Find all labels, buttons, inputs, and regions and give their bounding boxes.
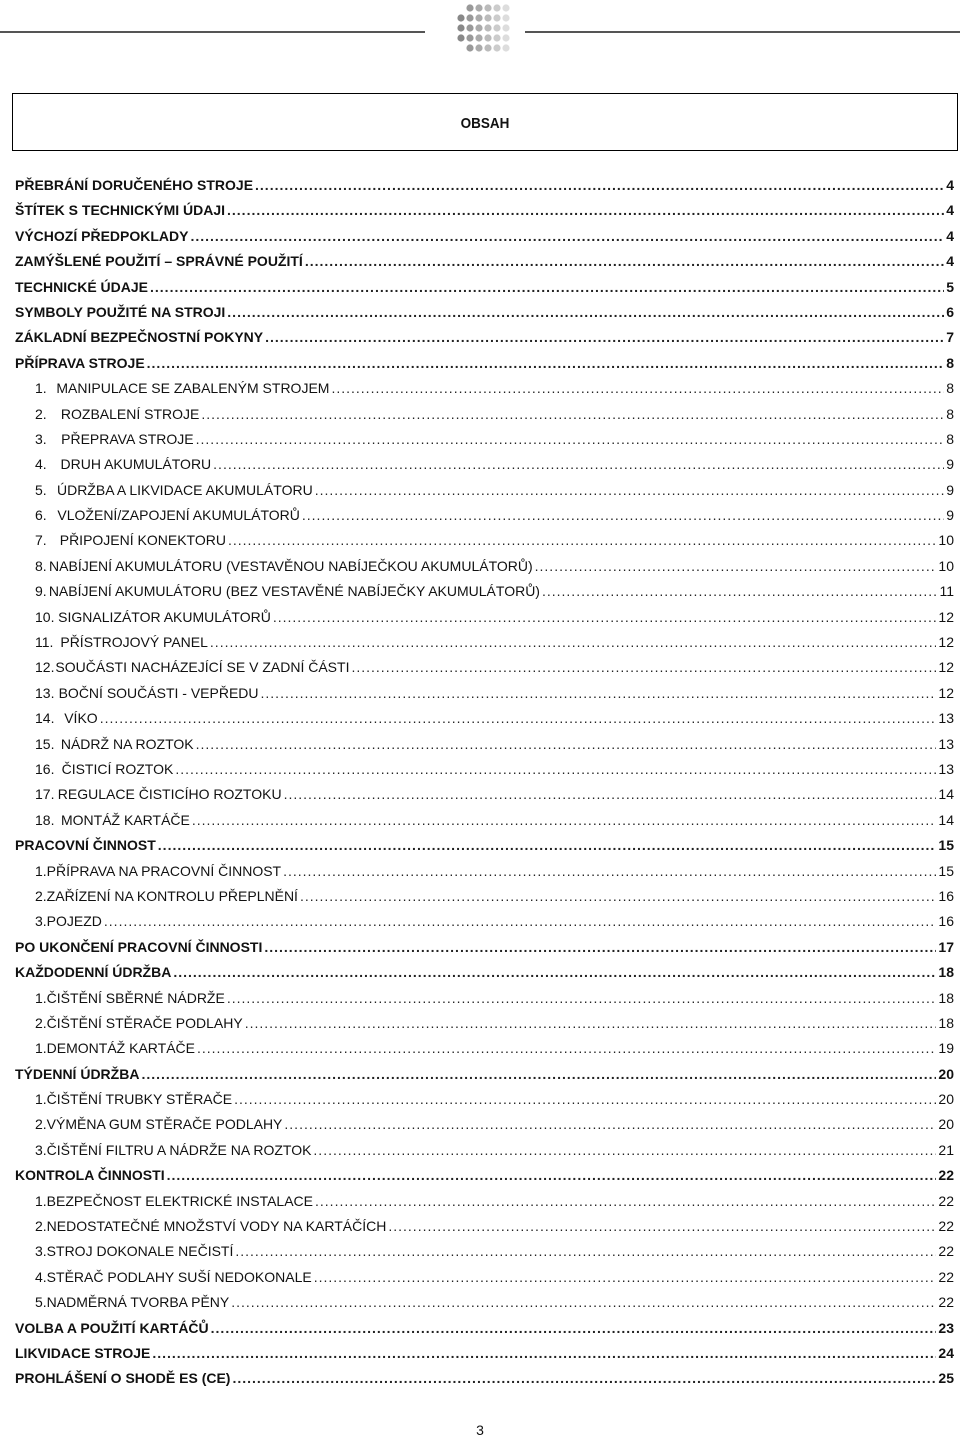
dot-leader [227,986,937,1011]
toc-entry[interactable] [15,681,954,706]
toc-entry-number: 15. [35,735,55,752]
dot-leader [227,198,944,223]
table-of-contents [15,173,954,1392]
toc-entry[interactable] [15,833,954,858]
dot-leader [213,452,944,477]
toc-entry-page: 22 [938,1167,954,1184]
toc-entry-label: KONTROLA ČINNOSTI [15,1167,165,1184]
toc-entry-page: 14 [938,811,954,828]
toc-entry-page: 22 [938,1218,954,1235]
dot-leader [535,554,937,579]
toc-entry[interactable] [15,427,954,452]
toc-entry-page: 12 [938,634,954,651]
toc-entry[interactable] [15,859,954,884]
toc-entry-label: ZAMÝŠLENÉ POUŽITÍ – SPRÁVNÉ POUŽITÍ [15,253,303,270]
toc-entry-label: SYMBOLY POUŽITÉ NA STROJI [15,303,226,320]
toc-entry[interactable] [15,782,954,807]
toc-entry-label: TÝDENNÍ ÚDRŽBA [15,1065,140,1082]
toc-entry-number: 8. [35,557,47,574]
toc-entry[interactable] [15,402,954,427]
toc-entry-page: 22 [938,1243,954,1260]
toc-entry[interactable] [15,808,954,833]
toc-entry-page: 22 [938,1268,954,1285]
page-title: OBSAH [460,115,510,132]
toc-entry-label: LIKVIDACE STROJE [15,1344,151,1361]
dot-leader [315,478,944,503]
toc-entry-label: 2.ČIŠTĚNÍ STĚRAČE PODLAHY [35,1014,243,1031]
toc-entry-page: 6 [946,303,954,320]
toc-entry[interactable] [15,630,954,655]
toc-entry-number: 16. [35,760,55,777]
toc-entry-label: MANIPULACE SE ZABALENÝM STROJEM [56,380,330,397]
toc-entry[interactable] [15,1062,954,1087]
toc-entry-number: 6. [35,507,47,524]
toc-entry[interactable] [15,1112,954,1137]
toc-entry[interactable] [15,579,954,604]
toc-entry-page: 4 [946,202,954,219]
toc-entry-number: 17. [35,786,55,803]
dot-leader [388,1214,936,1239]
dot-leader [302,503,944,528]
page-number: 3 [476,1422,484,1438]
toc-entry[interactable] [15,935,954,960]
toc-entry[interactable] [15,300,954,325]
toc-entry-label: TECHNICKÉ ÚDAJE [15,278,149,295]
toc-entry[interactable] [15,655,954,680]
toc-entry-page: 8 [946,380,954,397]
dot-leader [196,732,937,757]
toc-entry-label: 5.NADMĚRNÁ TVORBA PĚNY [35,1294,230,1311]
toc-entry-label: PŘÍSTROJOVÝ PANEL [60,634,208,651]
toc-entry-number: 2. [35,405,47,422]
dot-leader [197,1036,936,1061]
toc-entry-page: 10 [938,557,954,574]
dot-leader [190,224,944,249]
toc-entry-label: VLOŽENÍ/ZAPOJENÍ AKUMULÁTORŮ [57,507,300,524]
toc-entry-label: VOLBA A POUŽITÍ KARTÁČŮ [15,1319,209,1336]
toc-entry-page: 22 [938,1294,954,1311]
toc-entry-page: 23 [938,1319,954,1336]
toc-entry-page: 12 [938,608,954,625]
toc-entry-label: PŘÍPRAVA STROJE [15,354,145,371]
toc-entry-label: 1.ČIŠTĚNÍ SBĚRNÉ NÁDRŽE [35,989,225,1006]
toc-entry-number: 5. [35,481,47,498]
toc-entry[interactable] [15,605,954,630]
toc-entry-label: 1.DEMONTÁŽ KARTÁČE [35,1040,195,1057]
toc-entry-page: 22 [938,1192,954,1209]
toc-entry[interactable] [15,173,954,198]
toc-entry-number: 9. [35,583,47,600]
toc-entry-label: ZÁKLADNÍ BEZPEČNOSTNÍ POKYNY [15,329,264,346]
toc-entry[interactable] [15,757,954,782]
toc-entry[interactable] [15,376,954,401]
toc-entry-page: 4 [946,253,954,270]
toc-entry-page: 8 [946,430,954,447]
toc-entry[interactable] [15,1011,954,1036]
toc-entry-number: 13. [35,684,55,701]
dot-leader [100,706,937,731]
dot-leader [261,681,937,706]
toc-entry-number: 4. [35,456,47,473]
dot-leader [235,1239,936,1264]
toc-entry-label: 2.ZAŘÍZENÍ NA KONTROLU PŘEPLNĚNÍ [35,887,298,904]
toc-entry[interactable] [15,198,954,223]
dot-leader [192,808,937,833]
toc-entry-page: 11 [939,583,954,600]
dot-leader [284,1112,936,1137]
toc-entry-label: ÚDRŽBA A LIKVIDACE AKUMULÁTORU [56,481,313,498]
toc-entry[interactable] [15,325,954,350]
toc-entry-page: 18 [938,1014,954,1031]
header-rule-left [0,31,425,33]
toc-entry-label: NABÍJENÍ AKUMULÁTORU (BEZ VESTAVĚNÉ NABÍJEČKY AKUMULÁTORŮ) [48,583,540,600]
dot-leader [314,1265,937,1290]
toc-entry-number: 12. [35,659,55,676]
toc-entry-label: PO UKONČENÍ PRACOVNÍ ČINNOSTI [15,938,263,955]
toc-entry[interactable] [15,909,954,934]
dot-leader [305,249,944,274]
dot-leader [234,1087,936,1112]
toc-entry[interactable] [15,249,954,274]
toc-entry-page: 4 [946,227,954,244]
dot-leader [175,757,936,782]
toc-entry-page: 18 [938,964,954,981]
toc-entry-label: DRUH AKUMULÁTORU [60,456,212,473]
toc-entry-number: 3. [35,430,47,447]
toc-entry-page: 8 [946,405,954,422]
dot-leader [265,325,944,350]
toc-entry-page: 24 [938,1344,954,1361]
toc-entry-page: 18 [938,989,954,1006]
title-box [12,93,958,151]
dot-leader [255,173,944,198]
dot-leader [201,402,944,427]
toc-entry[interactable] [15,503,954,528]
dot-leader [173,960,936,985]
toc-entry-label: 1.ČIŠTĚNÍ TRUBKY STĚRAČE [35,1091,233,1108]
dot-leader [273,605,937,630]
toc-entry-page: 14 [938,786,954,803]
toc-entry-page: 15 [938,837,954,854]
toc-entry[interactable] [15,986,954,1011]
toc-entry[interactable] [15,1163,954,1188]
toc-entry-page: 9 [946,456,954,473]
dot-leader [284,782,937,807]
toc-entry-label: PŘIPOJENÍ KONEKTORU [59,532,226,549]
toc-entry-label: 3.ČIŠTĚNÍ FILTRU A NÁDRŽE NA ROZTOK [35,1141,312,1158]
toc-entry[interactable] [15,706,954,731]
dot-leader [196,427,944,452]
dot-leader [232,1366,936,1391]
toc-entry-label: 3.POJEZD [35,913,102,930]
toc-entry-label: PŘEPRAVA STROJE [61,430,194,447]
toc-entry[interactable] [15,1341,954,1366]
toc-entry-page: 20 [938,1116,954,1133]
toc-entry-label: 4.STĚRAČ PODLAHY SUŠÍ NEDOKONALE [35,1268,312,1285]
toc-entry-page: 16 [938,913,954,930]
toc-entry-label: MONTÁŽ KARTÁČE [61,811,190,828]
toc-entry[interactable] [15,1290,954,1315]
toc-entry[interactable] [15,1138,954,1163]
toc-entry[interactable] [15,1036,954,1061]
toc-entry[interactable] [15,1189,954,1214]
dot-leader [150,275,944,300]
toc-entry[interactable] [15,224,954,249]
toc-entry[interactable] [15,1239,954,1264]
toc-entry-number: 18. [35,811,55,828]
toc-entry-page: 13 [938,760,954,777]
dot-leader [313,1138,936,1163]
dot-leader [231,1290,936,1315]
toc-entry-label: VÍKO [64,710,98,727]
toc-entry[interactable] [15,528,954,553]
toc-entry-page: 15 [938,862,954,879]
toc-entry-page: 25 [938,1370,954,1387]
toc-entry-page: 19 [938,1040,954,1057]
toc-entry[interactable] [15,478,954,503]
toc-entry-page: 13 [938,735,954,752]
dot-leader [228,528,936,553]
toc-entry-label: 2.VÝMĚNA GUM STĚRAČE PODLAHY [35,1116,283,1133]
dot-grid-logo-icon [455,2,515,54]
toc-entry-page: 17 [938,938,954,955]
toc-entry-number: 14. [35,710,55,727]
toc-entry-label: NÁDRŽ NA ROZTOK [60,735,194,752]
toc-entry-page: 7 [946,329,954,346]
toc-entry-page: 13 [938,710,954,727]
toc-entry-page: 16 [938,887,954,904]
toc-entry-label: 1.PŘÍPRAVA NA PRACOVNÍ ČINNOST [35,862,282,879]
toc-entry-label: 3.STROJ DOKONALE NEČISTÍ [35,1243,234,1260]
toc-entry[interactable] [15,554,954,579]
toc-entry-number: 1. [35,380,47,397]
toc-entry-page: 12 [938,659,954,676]
toc-entry-number: 10. [35,608,55,625]
toc-entry-page: 9 [946,507,954,524]
toc-entry-label: SIGNALIZÁTOR AKUMULÁTORŮ [58,608,271,625]
toc-entry-page: 9 [946,481,954,498]
dot-leader [152,1341,936,1366]
toc-entry-label: PRACOVNÍ ČINNOST [15,837,156,854]
dot-leader [245,1011,937,1036]
toc-entry[interactable] [15,1214,954,1239]
toc-entry-label: 1.BEZPEČNOST ELEKTRICKÉ INSTALACE [35,1192,314,1209]
toc-entry[interactable] [15,1265,954,1290]
toc-entry-page: 4 [946,177,954,193]
toc-entry-label: REGULACE ČISTICÍHO ROZTOKU [57,786,282,803]
dot-leader [283,859,936,884]
toc-entry-number: 7. [35,532,47,549]
dot-leader [300,884,936,909]
toc-entry-label: KAŽDODENNÍ ÚDRŽBA [15,964,172,981]
toc-entry-label: SOUČÁSTI NACHÁZEJÍCÍ SE V ZADNÍ ČÁSTI [55,659,350,676]
toc-entry-page: 10 [938,532,954,549]
toc-entry-label: NABÍJENÍ AKUMULÁTORU (VESTAVĚNOU NABÍJEČKOU AKUMULÁTORŮ) [49,557,533,574]
dot-leader [315,1189,936,1214]
toc-entry-label: 2.NEDOSTATEČNÉ MNOŽSTVÍ VODY NA KARTÁČÍCH [35,1218,387,1235]
dot-leader [158,833,937,858]
toc-entry[interactable] [15,1366,954,1391]
dot-leader [542,579,937,604]
header-rule-right [525,31,960,33]
toc-entry-label: ČISTICÍ ROZTOK [61,760,174,777]
toc-entry-label: PROHLÁŠENÍ O SHODĚ ES (CE) [15,1370,231,1387]
toc-entry[interactable] [15,452,954,477]
toc-entry[interactable] [15,732,954,757]
toc-entry-label: VÝCHOZÍ PŘEDPOKLADY [15,227,189,244]
toc-entry[interactable] [15,275,954,300]
dot-leader [264,935,936,960]
toc-entry-label: BOČNÍ SOUČÁSTI - VEPŘEDU [58,684,259,701]
dot-leader [167,1163,937,1188]
dot-leader [211,1316,937,1341]
toc-entry-label: ŠTÍTEK S TECHNICKÝMI ÚDAJI [15,202,226,219]
toc-entry-number: 11. [35,634,54,651]
dot-leader [104,909,937,934]
toc-entry[interactable] [15,884,954,909]
toc-entry[interactable] [15,351,954,376]
toc-entry-page: 12 [938,684,954,701]
dot-leader [351,655,936,680]
toc-entry[interactable] [15,1087,954,1112]
toc-entry-page: 20 [938,1091,954,1108]
toc-entry-page: 5 [946,278,954,295]
dot-leader [227,300,944,325]
toc-entry-page: 21 [938,1141,954,1158]
dot-leader [210,630,937,655]
dot-leader [147,351,944,376]
dot-leader [141,1062,936,1087]
toc-entry-label: PŘEBRÁNÍ DORUČENÉHO STROJE [15,177,254,193]
toc-entry[interactable] [15,960,954,985]
toc-entry[interactable] [15,1316,954,1341]
toc-entry-label: ROZBALENÍ STROJE [60,405,200,422]
toc-entry-page: 20 [938,1065,954,1082]
toc-entry-page: 8 [946,354,954,371]
dot-leader [331,376,944,401]
